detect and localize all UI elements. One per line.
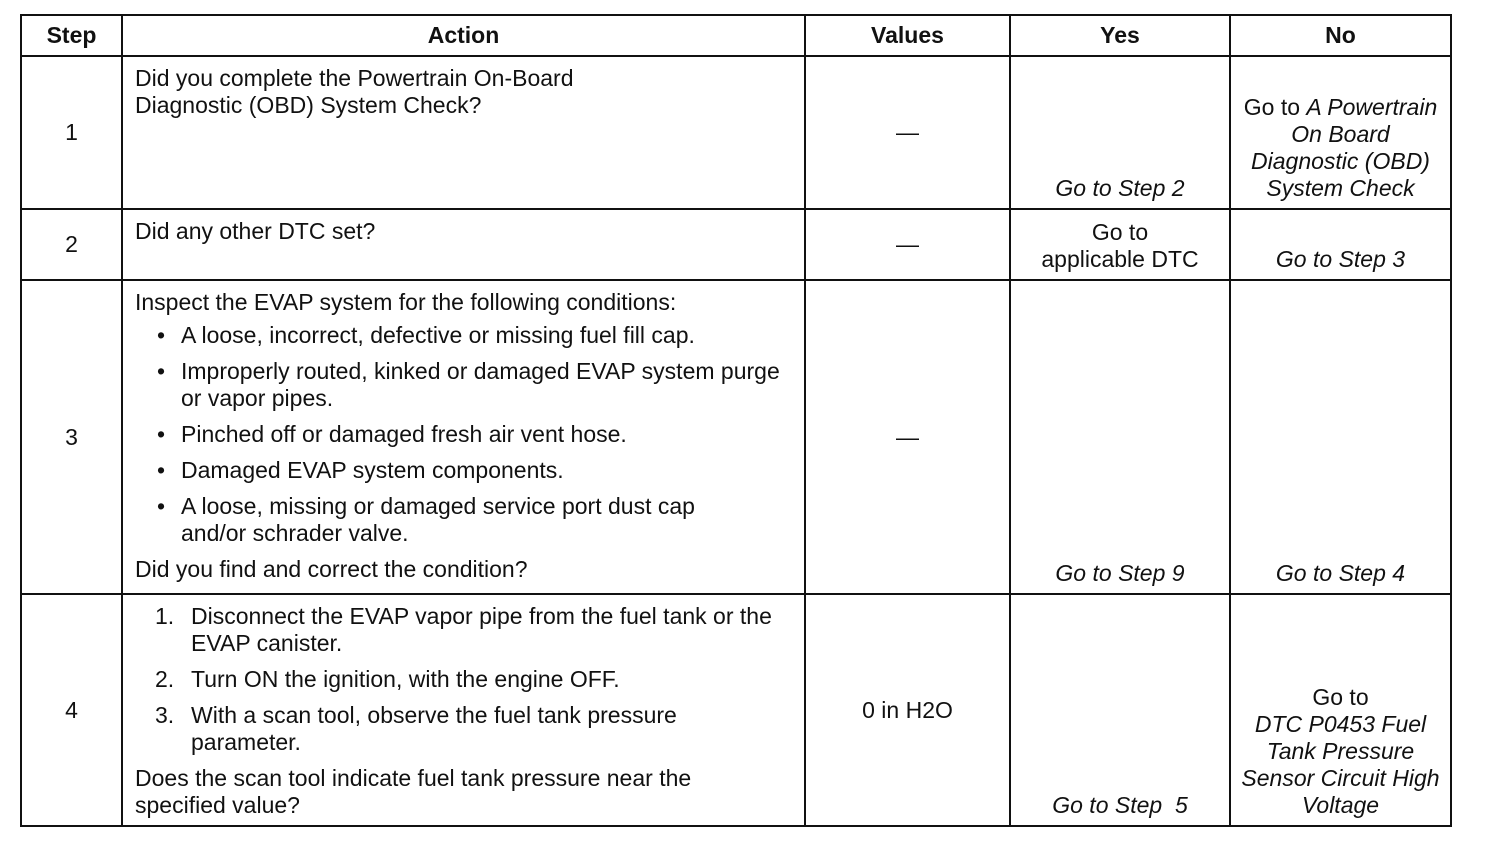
no-link[interactable]: Go to Step 3 <box>1230 209 1451 280</box>
value-cell <box>805 280 1010 594</box>
value-text: 0 in H2O <box>862 696 953 723</box>
table-row <box>21 209 1451 280</box>
value-text: — <box>896 231 919 257</box>
value-cell <box>805 56 1010 209</box>
no-link[interactable] <box>1237 94 1444 202</box>
step-index: 1. <box>155 603 175 629</box>
no-link[interactable] <box>1237 684 1444 819</box>
condition-list <box>135 322 794 547</box>
action-cell <box>122 280 805 594</box>
procedure-list <box>135 603 794 756</box>
list-item: • A loose, missing or damaged service port dust cap and/or schrader valve. <box>181 493 794 547</box>
value-text: — <box>896 119 919 145</box>
value-text: — <box>896 423 919 450</box>
action-cell <box>122 209 805 280</box>
action-question: Did you find and correct the condition? <box>135 556 528 582</box>
list-item <box>155 603 794 657</box>
header-values: Values <box>805 15 1010 56</box>
yes-link[interactable]: Go to applicable DTC <box>1010 209 1230 280</box>
action-cell <box>122 56 805 209</box>
no-cell <box>1230 594 1451 826</box>
yes-link[interactable]: Go to Step 9 <box>1010 280 1230 594</box>
table-row <box>21 56 1451 209</box>
no-link-text: A Powertrain On Board Diagnostic (OBD) System Check <box>1251 94 1438 201</box>
header-no: No <box>1230 15 1451 56</box>
no-link-text: DTC P0453 Fuel Tank Pressure Sensor Circuit High Voltage <box>1241 711 1440 818</box>
step-number: 4 <box>21 594 122 826</box>
yes-link[interactable]: Go to Step 5 <box>1010 594 1230 826</box>
list-item: • Pinched off or damaged fresh air vent hose. <box>181 421 794 448</box>
action-question: Did you complete the Powertrain On-Board Diagnostic (OBD) System Check? <box>135 65 574 118</box>
no-link[interactable]: Go to Step 4 <box>1230 280 1451 594</box>
header-action: Action <box>122 15 805 56</box>
no-prefix: Go to <box>1243 94 1301 120</box>
step-index: 2. <box>155 666 175 692</box>
diagnostic-table <box>20 14 1452 827</box>
yes-link[interactable]: Go to Step 2 <box>1010 56 1230 209</box>
header-step: Step <box>21 15 122 56</box>
no-prefix: Go to <box>1312 684 1369 710</box>
list-item: • Damaged EVAP system components. <box>181 457 794 484</box>
action-cell <box>122 594 805 826</box>
value-cell <box>805 594 1010 826</box>
step-text: Disconnect the EVAP vapor pipe from the fuel tank or the EVAP canister. <box>191 603 772 656</box>
value-cell <box>805 209 1010 280</box>
action-intro: Inspect the EVAP system for the following conditions: <box>135 289 677 315</box>
step-number: 1 <box>21 56 122 209</box>
no-cell <box>1230 56 1451 209</box>
header-row <box>21 15 1451 56</box>
list-item: • A loose, incorrect, defective or missing fuel fill cap. <box>181 322 794 349</box>
action-question: Did any other DTC set? <box>135 218 376 244</box>
step-text: Turn ON the ignition, with the engine OFF. <box>191 666 620 692</box>
table-row <box>21 280 1451 594</box>
step-index: 3. <box>155 702 175 728</box>
action-question: Does the scan tool indicate fuel tank pressure near the specified value? <box>135 765 692 818</box>
header-yes: Yes <box>1010 15 1230 56</box>
list-item <box>155 702 794 756</box>
table-row <box>21 594 1451 826</box>
step-text: With a scan tool, observe the fuel tank pressure parameter. <box>191 702 677 755</box>
step-number: 3 <box>21 280 122 594</box>
step-number: 2 <box>21 209 122 280</box>
list-item: • Improperly routed, kinked or damaged EVAP system purge or vapor pipes. <box>181 358 794 412</box>
list-item <box>155 666 794 693</box>
